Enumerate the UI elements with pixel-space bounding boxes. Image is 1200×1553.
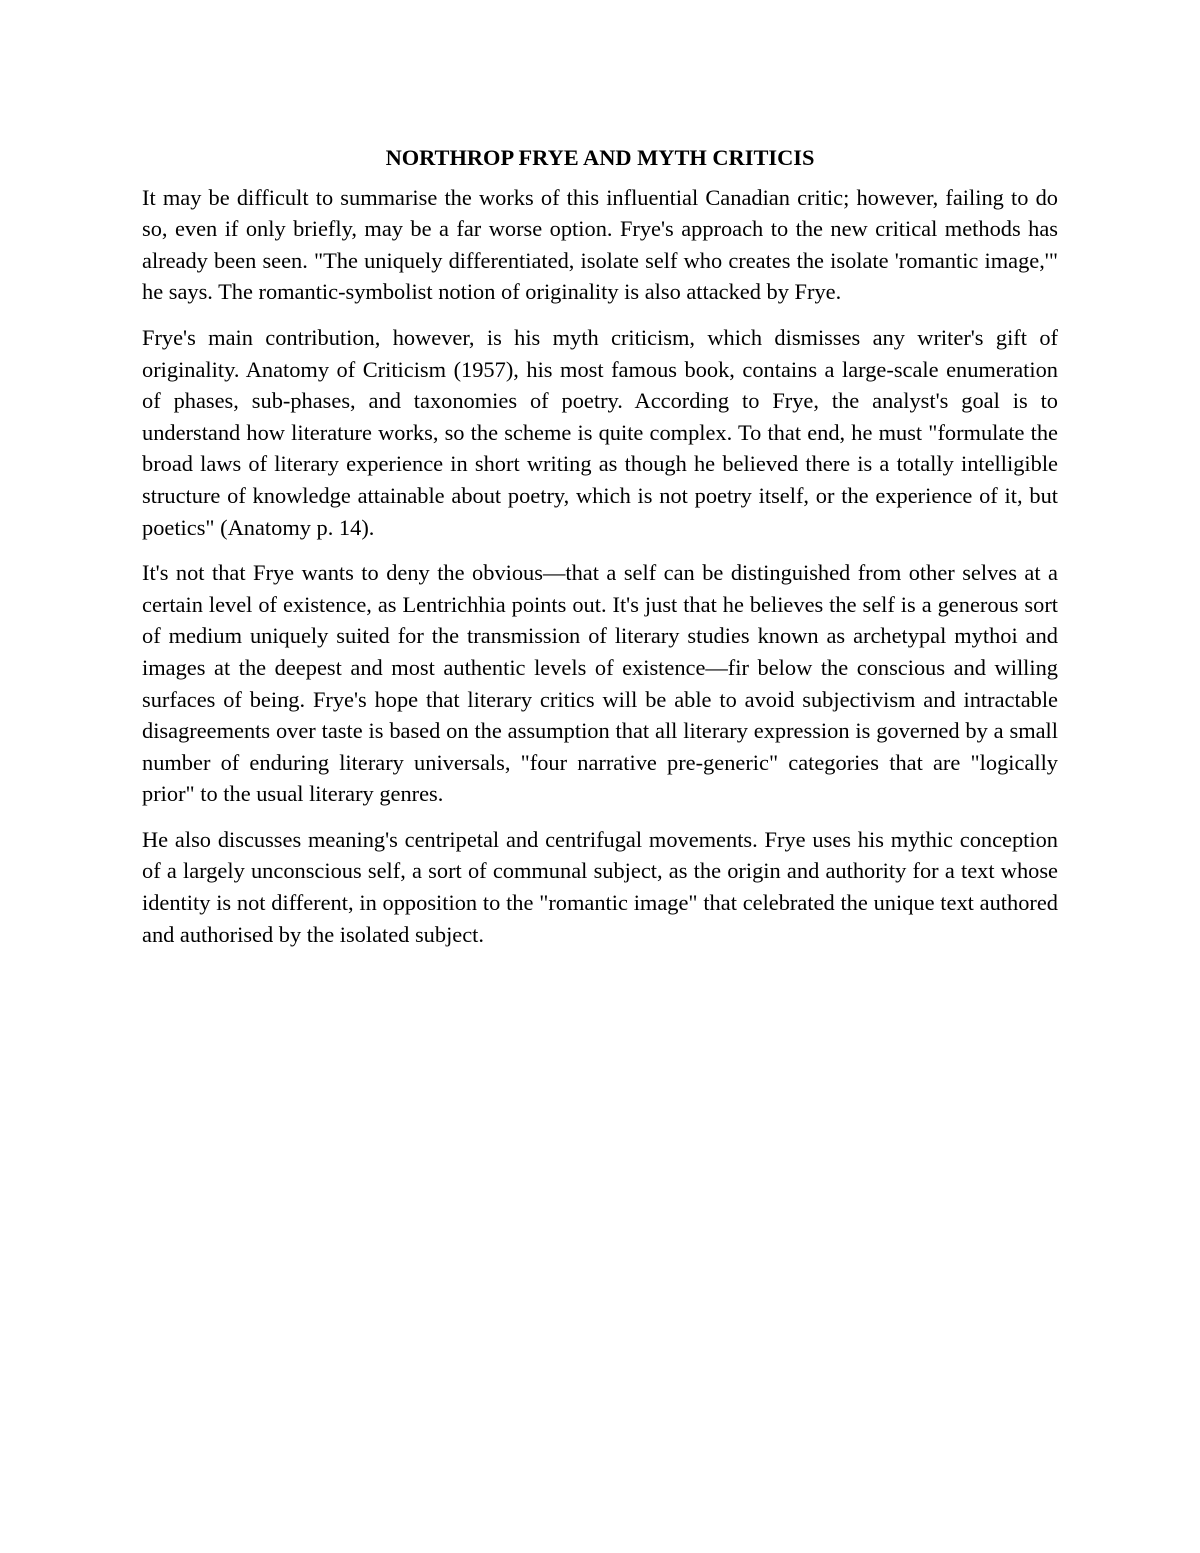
- document-body: [142, 142, 1058, 964]
- paragraph-2: Frye's main contribution, however, is his myth criticism, which dismisses any writer's gift of originality. Anatomy of Criticism (1957), his most famous book, contains a large-scale enumeration of phases, sub-phases, and taxonomies of poetry. According to Frye, the analyst's goal is to understand how literature works, so the scheme is quite complex. To that end, he must "formulate the broad laws of literary experience in short writing as though he believed there is a totally intelligible structure of knowledge attainable about poetry, which is not poetry itself, or the experience of it, but poetics" (Anatomy p. 14).: [142, 324, 1058, 540]
- document-title: NORTHROP FRYE AND MYTH CRITICIS: [385, 145, 815, 170]
- paragraph-4: He also discusses meaning's centripetal and centrifugal movements. Frye uses his mythic conception of a largely unconscious self, a sort of communal subject, as the origin and authority for a text whose identity is not different, in opposition to the "romantic image" that celebrated the unique text authored and authorised by the isolated subject.: [142, 826, 1058, 947]
- paragraph-3: It's not that Frye wants to deny the obvious—that a self can be distinguished from other selves at a certain level of existence, as Lentrichhia points out. It's just that he believes the self is a generous sort of medium uniquely suited for the transmission of literary studies known as archetypal mythoi and images at the deepest and most authentic levels of existence—fir below the conscious and willing surfaces of being. Frye's hope that literary critics will be able to avoid subjectivism and intractable disagreements over taste is based on the assumption that all literary expression is governed by a small number of enduring literary universals, "four narrative pre-generic" categories that are "logically prior" to the usual literary genres.: [142, 560, 1058, 807]
- paragraph-1: It may be difficult to summarise the works of this influential Canadian critic; however, failing to do so, even if only briefly, may be a far worse option. Frye's approach to the new critical methods has already been seen. "The uniquely differentiated, isolate self who creates the isolate 'romantic image,'" he says. The romantic-symbolist notion of originality is also attacked by Frye.: [142, 184, 1058, 305]
